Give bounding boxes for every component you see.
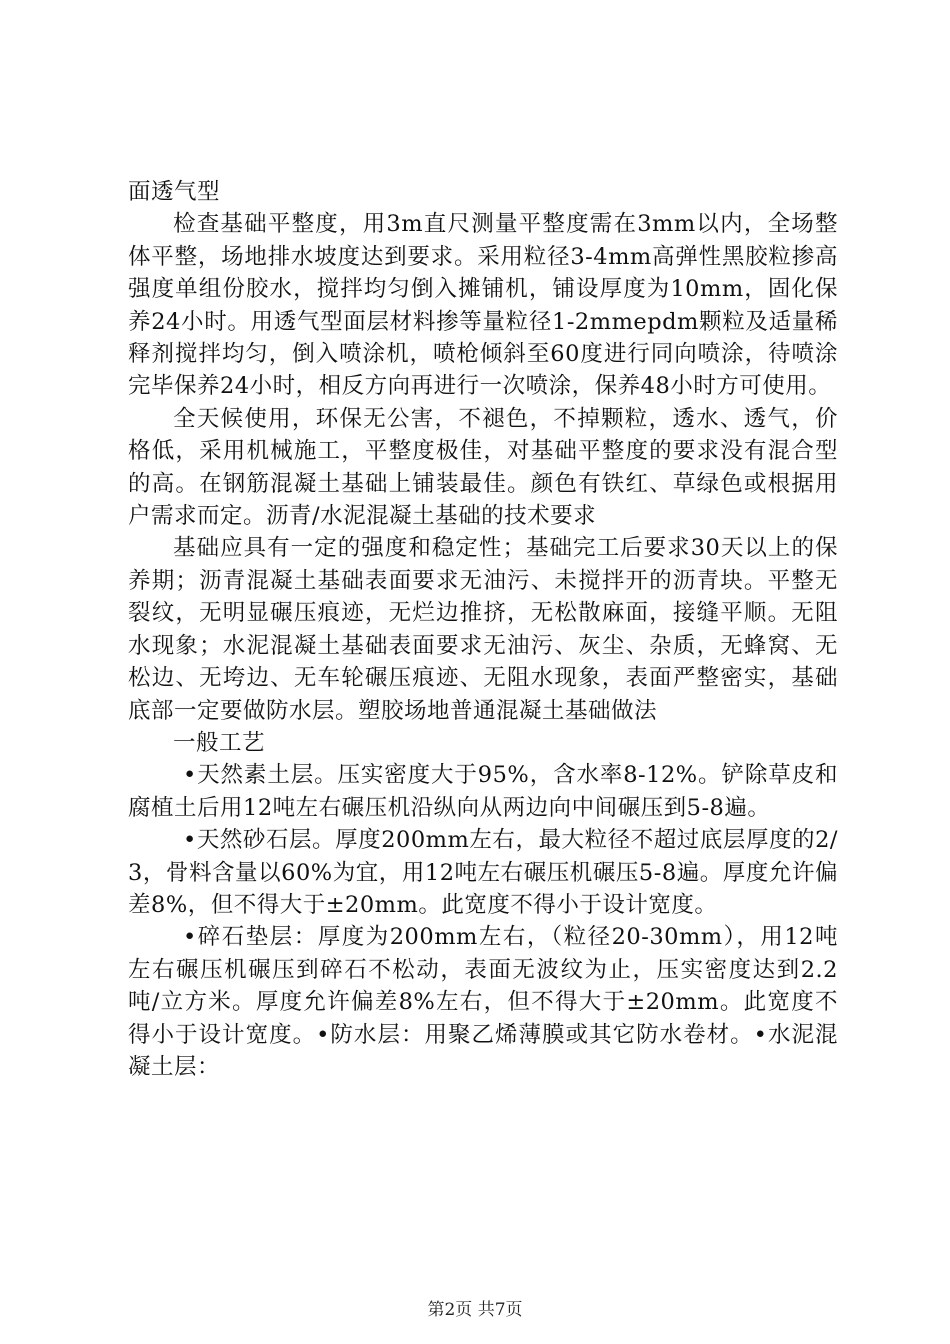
paragraph-base-requirements: 基础应具有一定的强度和稳定性；基础完工后要求30天以上的保养期；沥青混凝土基础表面要求无油污、未搅拌开的沥青块。平整无裂纹，无明显碾压痕迹，无烂边推挤，无松散麻面，接缝平顺。无阻水现象；水泥混凝土基础表面要求无油污、灰尘、杂质，无蜂窝、无松边、无垮边、无车轮碾压痕迹、无阻水现象，表面严整密实，基础底部一定要做防水层。塑胶场地普通混凝土基础做法: [128, 535, 838, 724]
paragraph-general-process: 一般工艺: [173, 729, 266, 756]
paragraph-construction-steps: 检查基础平整度，用3m直尺测量平整度需在3mm以内，全场整体平整，场地排水坡度达到要求。采用粒径3-4mm高弹性黑胶粒掺高强度单组份胶水，搅拌均匀倒入摊铺机，铺设厚度为10mm，固化保养24小时。用透气型面层材料掺等量粒径1-2mmepdm颗粒及适量稀释剂搅拌均匀，倒入喷涂机，喷枪倾斜至60度进行同向喷涂，待喷涂完毕保养24小时，相反方向再进行一次喷涂，保养48小时方可使用。: [128, 211, 838, 400]
list-item-crushed-stone-layer: •碎石垫层：厚度为200mm左右，（粒径20-30mm），用12吨左右碾压机碾压到碎石不松动，表面无波纹为止，压实密度达到2.2吨/立方米。厚度允许偏差8%左右，但不得大于±20mm。此宽度不得小于设计宽度。•防水层：用聚乙烯薄膜或其它防水卷材。•水泥混凝土层：: [128, 924, 838, 1080]
list-item-gravel-layer: •天然砂石层。厚度200mm左右，最大粒径不超过底层厚度的2/3，骨料含量以60%为宜，用12吨左右碾压机碾压5-8遍。厚度允许偏差8%，但不得大于±20mm。此宽度不得小于设计宽度。: [128, 827, 838, 918]
heading-fragment: 面透气型: [128, 179, 221, 205]
page-number-footer: 第2页 共7页: [427, 1300, 523, 1320]
list-item-soil-layer: •天然素土层。压实密度大于95%，含水率8-12%。铲除草皮和腐植土后用12吨左右碾压机沿纵向从两边向中间碾压到5-8遍。: [128, 762, 838, 821]
document-body: [128, 176, 838, 1083]
paragraph-features: 全天候使用，环保无公害，不褪色，不掉颗粒，透水、透气，价格低，采用机械施工，平整度极佳，对基础平整度的要求没有混合型的高。在钢筋混凝土基础上铺装最佳。颜色有铁红、草绿色或根据用户需求而定。沥青/水泥混凝土基础的技术要求: [128, 405, 838, 530]
